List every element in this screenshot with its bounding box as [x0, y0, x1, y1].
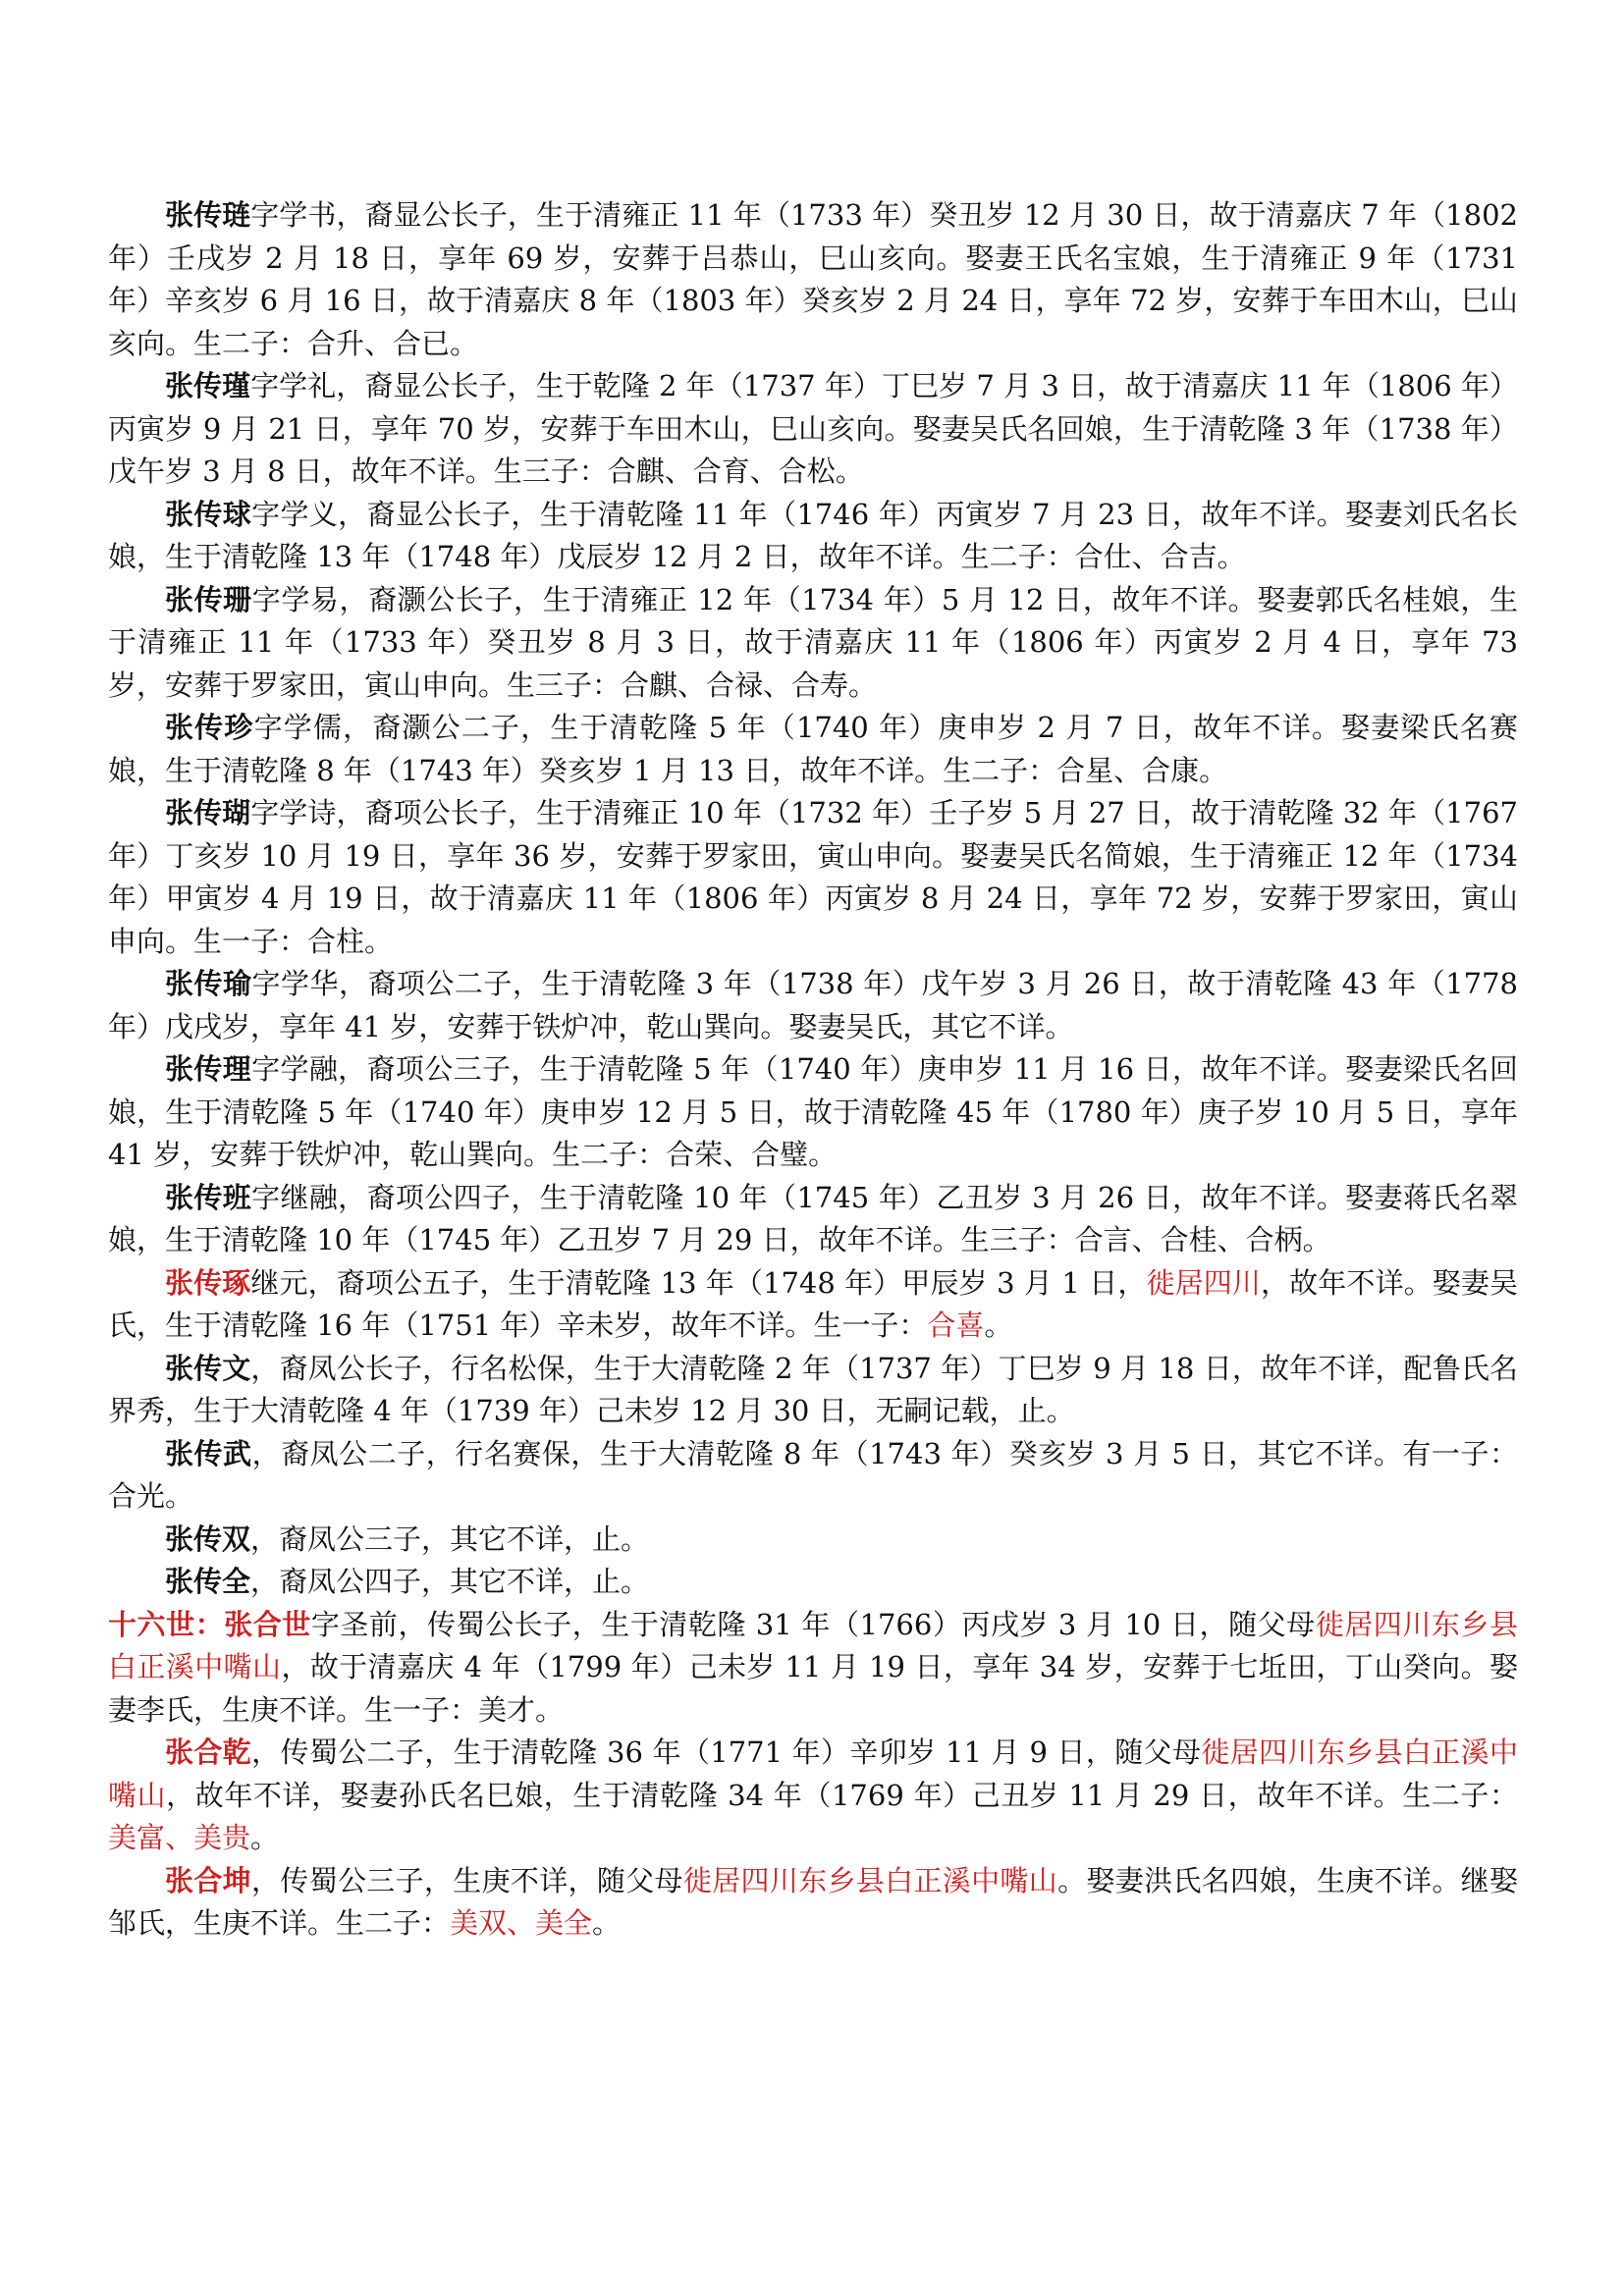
highlighted-text: 徙居四川东乡县白正溪中嘴山	[682, 1863, 1058, 1897]
person-name: 张传瑾	[165, 369, 251, 402]
highlighted-text: 美富、美贵	[108, 1821, 251, 1854]
highlighted-text: 徙居四川	[1146, 1265, 1261, 1300]
person-name: 张传文	[165, 1351, 251, 1385]
person-name: 张传琏	[165, 198, 251, 232]
person-name: 张传琢	[165, 1265, 251, 1300]
entry-text: ，传蜀公二子，生于清乾隆 36 年（1771 年）辛卯岁 11 月 9 日，随父母	[251, 1735, 1202, 1769]
entry-text: ，裔凤公长子，行名松保，生于大清乾隆 2 年（1737 年）丁巳岁 9 月 18 日，故年不详，配鲁氏名界秀，生于大清乾隆 4 年（1739 年）己未岁 12 月 30 日，无嗣记载，止。	[108, 1351, 1518, 1427]
person-name: 张传班	[165, 1180, 252, 1214]
genealogy-entry	[108, 1262, 1518, 1348]
entry-text: ，裔凤公四子，其它不详，止。	[250, 1565, 650, 1598]
genealogy-entry	[108, 792, 1518, 963]
person-name: 张传双	[165, 1522, 251, 1556]
genealogy-entry	[108, 1604, 1518, 1733]
entry-text: ，故年不详。娶妻吴氏，生于清乾隆 16 年（1751 年）辛未岁，故年不详。生一子：	[108, 1265, 1518, 1342]
person-name: 张传全	[165, 1565, 251, 1598]
genealogy-entry	[108, 963, 1518, 1048]
genealogy-entry	[108, 365, 1518, 494]
genealogy-entry	[108, 1177, 1518, 1262]
entry-text: 。	[250, 1821, 280, 1854]
person-name: 张传珊	[165, 582, 252, 616]
entry-text: ，裔凤公三子，其它不详，止。	[250, 1522, 650, 1556]
entry-text: 。	[592, 1906, 622, 1940]
entry-text: 字学融，裔项公三子，生于清乾隆 5 年（1740 年）庚申岁 11 月 16 日，故年不详。娶妻梁氏名回娘，生于清乾隆 5 年（1740 年）庚申岁 12 月 5 日，故于清乾隆 45 年（1780 年）庚子岁 10 月 5 日，享年 41 岁，安葬于铁炉冲，乾山巽向。生二子：合荣、合璧。	[108, 1052, 1518, 1171]
entry-text: 字学义，裔显公长子，生于清乾隆 11 年（1746 年）丙寅岁 7 月 23 日，故年不详。娶妻刘氏名长娘，生于清乾隆 13 年（1748 年）戊辰岁 12 月 2 日，故年不详。生二子：合仕、合吉。	[108, 497, 1518, 573]
entry-text: ，故于清嘉庆 4 年（1799 年）己未岁 11 月 19 日，享年 34 岁，安葬于七坵田，丁山癸向。娶妻李氏，生庚不详。生一子：美才。	[108, 1650, 1518, 1727]
person-name: 张传武	[165, 1436, 252, 1470]
genealogy-entry	[108, 707, 1518, 792]
person-name: 张合世	[224, 1607, 311, 1641]
genealogy-entry	[108, 494, 1518, 579]
entry-text: 字圣前，传蜀公长子，生于清乾隆 31 年（1766）丙戌岁 3 月 10 日，随父母	[310, 1607, 1316, 1641]
entry-text: 字学礼，裔显公长子，生于乾隆 2 年（1737 年）丁巳岁 7 月 3 日，故于清嘉庆 11 年（1806 年）丙寅岁 9 月 21 日，享年 70 岁，安葬于车田木山，巳山亥向。娶妻吴氏名回娘，生于清乾隆 3 年（1738 年）戊午岁 3 月 8 日，故年不详。生三子：合麒、合育、合松。	[108, 369, 1518, 488]
entry-text: 字学易，裔灏公长子，生于清雍正 12 年（1734 年）5 月 12 日，故年不详。娶妻郭氏名桂娘，生于清雍正 11 年（1733 年）癸丑岁 8 月 3 日，故于清嘉庆 11 年（1806 年）丙寅岁 2 月 4 日，享年 73 岁，安葬于罗家田，寅山申向。生三子：合麒、合禄、合寿。	[108, 582, 1518, 702]
person-name: 张合乾	[165, 1735, 252, 1769]
highlighted-text: 合喜	[927, 1308, 985, 1342]
genealogy-entry	[108, 1860, 1518, 1946]
person-name: 张传瑚	[165, 796, 251, 829]
highlighted-text: 美双、美全	[450, 1906, 593, 1940]
genealogy-entry	[108, 194, 1518, 365]
entry-text: 。娶妻洪氏名四娘，生庚不详。继娶邹氏，生庚不详。生二子：	[108, 1863, 1518, 1940]
genealogy-entry	[108, 1348, 1518, 1433]
genealogy-text	[108, 194, 1518, 1946]
genealogy-entry	[108, 1561, 1518, 1604]
person-name: 张合坤	[165, 1863, 251, 1897]
highlighted-text: 徙居四川东乡县白正溪中嘴山	[108, 1735, 1518, 1812]
entry-text: 。	[984, 1308, 1013, 1342]
entry-text: 字学华，裔项公二子，生于清乾隆 3 年（1738 年）戊午岁 3 月 26 日，故于清乾隆 43 年（1778 年）戊戌岁，享年 41 岁，安葬于铁炉冲，乾山巽向。娶妻吴氏，其它不详。	[108, 967, 1518, 1043]
entry-text: ，传蜀公三子，生庚不详，随父母	[250, 1863, 683, 1897]
person-name: 张传珍	[165, 711, 254, 744]
person-name: 张传理	[165, 1052, 252, 1086]
entry-text: ，故年不详，娶妻孙氏名巳娘，生于清乾隆 34 年（1769 年）己丑岁 11 月 29 日，故年不详。生二子：	[166, 1778, 1518, 1812]
entry-text: 字继融，裔项公四子，生于清乾隆 10 年（1745 年）乙丑岁 3 月 26 日，故年不详。娶妻蒋氏名翠娘，生于清乾隆 10 年（1745 年）乙丑岁 7 月 29 日，故年不详。生三子：合言、合桂、合柄。	[108, 1180, 1518, 1256]
genealogy-entry	[108, 1519, 1518, 1562]
genealogy-entry	[108, 1048, 1518, 1177]
person-name: 张传球	[165, 497, 252, 531]
person-name: 张传瑜	[165, 967, 252, 1000]
entry-text: 字学书，裔显公长子，生于清雍正 11 年（1733 年）癸丑岁 12 月 30 日，故于清嘉庆 7 年（1802 年）壬戌岁 2 月 18 日，享年 69 岁，安葬于吕恭山，巳山亥向。娶妻王氏名宝娘，生于清雍正 9 年（1731 年）辛亥岁 6 月 16 日，故于清嘉庆 8 年（1803 年）癸亥岁 2 月 24 日，享年 72 岁，安葬于车田木山，巳山亥向。生二子：合升、合已。	[108, 198, 1518, 360]
generation-label: 十六世：	[108, 1607, 225, 1641]
highlighted-text: 徙居四川东乡县白正溪中嘴山	[108, 1607, 1518, 1683]
genealogy-entry	[108, 579, 1518, 708]
entry-text: 继元，裔项公五子，生于清乾隆 13 年（1748 年）甲辰岁 3 月 1 日，	[250, 1265, 1147, 1300]
entry-text: 字学儒，裔灏公二子，生于清乾隆 5 年（1740 年）庚申岁 2 月 7 日，故年不详。娶妻梁氏名赛娘，生于清乾隆 8 年（1743 年）癸亥岁 1 月 13 日，故年不详。生二子：合星、合康。	[108, 711, 1518, 787]
genealogy-entry	[108, 1732, 1518, 1860]
entry-text: 字学诗，裔项公长子，生于清雍正 10 年（1732 年）壬子岁 5 月 27 日，故于清乾隆 32 年（1767 年）丁亥岁 10 月 19 日，享年 36 岁，安葬于罗家田，寅山申向。娶妻吴氏名简娘，生于清雍正 12 年（1734 年）甲寅岁 4 月 19 日，故于清嘉庆 11 年（1806 年）丙寅岁 8 月 24 日，享年 72 岁，安葬于罗家田，寅山申向。生一子：合柱。	[108, 796, 1518, 958]
entry-text: ，裔凤公二子，行名赛保，生于大清乾隆 8 年（1743 年）癸亥岁 3 月 5 日，其它不详。有一子：合光。	[108, 1436, 1518, 1513]
genealogy-entry	[108, 1433, 1518, 1519]
